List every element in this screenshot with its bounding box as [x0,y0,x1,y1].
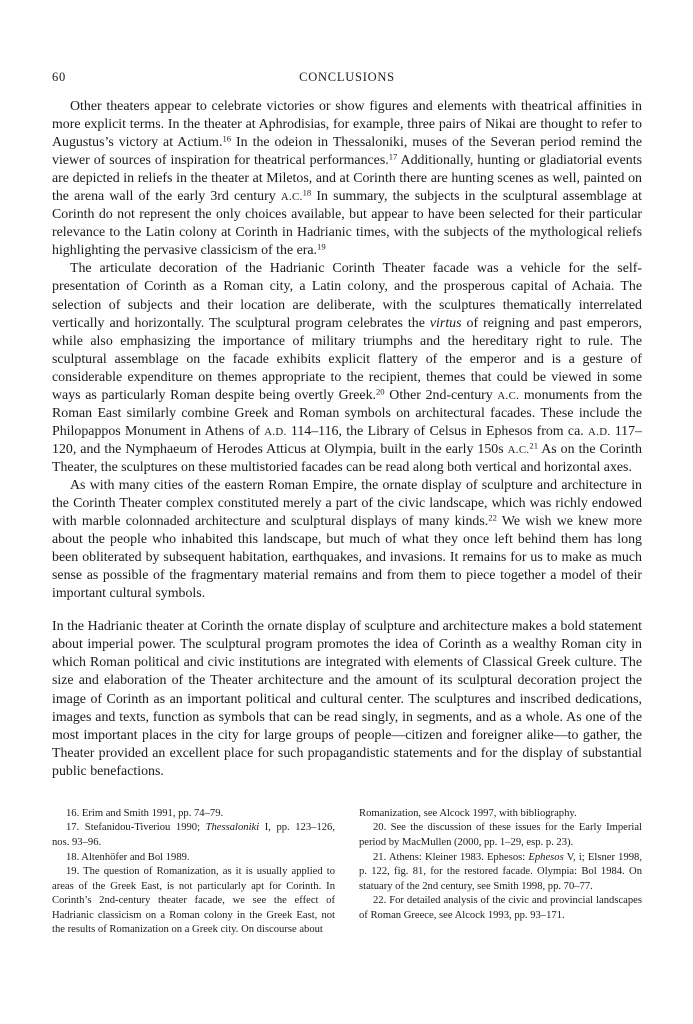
footnote-22 [359,894,642,923]
footnote-ref: 20 [376,386,385,397]
footnote-ref: 21 [529,440,539,451]
text-run: Additionally, hunting or gladiatorial events are depicted in reliefs in the theater at Miletos, and at Corinth there are hunting scenes as well, painted on the arena wall of the early 3rd century [52,153,642,205]
footnotes-left-column [52,807,335,938]
text-run: 17. Stefanidou-Tiveriou 1990; [66,822,206,834]
text-run: V, i; Elsner 1998, p. 122, fig. 81, for the restored facade. Olympia: Bol 1984. On statuary of the 2nd century, see Smith 1998, pp. 70–77. [359,851,642,892]
paragraph-facade-decoration [52,260,642,477]
text-run: 18. Altenhöfer and Bol 1989. [66,851,190,863]
text-run: In the Hadrianic theater at Corinth the ornate display of sculpture and architecture makes a bold statement about imperial power. The sculptural program promotes the idea of Corinth as a wealthy Roman city in which Roman political and civic institutions are integrated with elements of Classical Greek culture. The size and elaboration of the Theater architecture and the amount of its sculptural decoration project the image of Corinth as an important political and cultural center. The sculptures and inscribed dedications, images and texts, function as symbols that can be read singly, in segments, and as a whole. As one of the most important places in the city for large groups of people—citizen and foreigner alike—to gather, the Theater provided an excellent place for such propagandistic statements and for the display of substantial public benefactions. [52,619,642,779]
text-run: 19. The question of Romanization, as it is usually applied to areas of the Greek East, is not particularly apt for Corinth. In Corinth’s 2nd-century theater facade, we see the effect of Hadrianic classicism on a Roman colony in the Greek East, not the results of Romanization on a Greek city. On discourse about [52,866,335,936]
footnote-18 [52,851,335,866]
page [52,70,642,938]
page-number: 60 [52,70,66,84]
text-run: In summary, the subjects in the sculptural assemblage at Corinth do not represent the only choices available, but appear to have been selected for their particular relevance to the Latin colony at Corinth in Hadrianic times, with the subjects of the mythological reliefs highlighting the pervasive classicism of the era. [52,189,643,259]
running-title: CONCLUSIONS [299,70,395,84]
text-run: 117–120, and the Nymphaeum of Herodes Atticus at Olympia, built in the early 150s [52,423,642,457]
text-run: As on the Corinth Theater, the sculptures on these multistoried facades can be read along both vertical and horizontal axes. [52,441,642,475]
text-run: 114–116, the Library of Celsus in Ephesos from ca. [286,423,589,439]
text-run: monuments from the Roman East similarly combine Greek and Roman symbols on architectural facades. These include the Philopappos Monument in Athens of [52,387,643,439]
paragraph-civic-landscape [52,477,642,603]
text-run: Other 2nd-century [384,387,498,403]
text-run: Romanization, see Alcock 1997, with bibliography. [359,807,577,819]
footnote-16 [52,807,335,822]
footnotes [52,807,642,938]
footnote-19 [52,865,335,938]
text-run: of reigning and past emperors, while also emphasizing the importance of military triumphs and the hereditary right to rule. The sculptural assemblage on the facade exhibits explicit flattery of the emperor and is a gesture of considerable expenditure on themes appropriate to the recipient, themes that could be viewed in some ways as particularly Roman despite being overtly Greek. [52,315,642,403]
paragraph-theater-themes [52,98,642,260]
era-abbreviation: A.D. [588,425,611,438]
body-text [52,98,642,781]
footnote-17 [52,821,335,850]
footnote-20 [359,821,642,850]
footnote-ref: 18 [302,187,312,198]
footnote-ref: 16 [222,133,232,144]
text-run: 22. For detailed analysis of the civic and provincial landscapes of Roman Greece, see Alcock 1993, pp. 93–171. [359,895,642,921]
footnote-ref: 17 [388,151,398,162]
text-run: 21. Athens: Kleiner 1983. Ephesos: [373,851,529,863]
footnotes-right-column [359,807,642,938]
era-abbreviation: A.C. [280,191,303,204]
text-run: We wish we knew more about the people who inhabited this landscape, but much of what they once left behind them has long been obliterated by subsequent habitation, earthquakes, and invasions. It remains for us to make as much sense as possible of the fragmentary material remains and from them to piece together a model of their important cultural symbols. [52,514,642,602]
text-run: In the odeion in Thessaloniki, muses of the Severan period remind the viewer of sources of inspiration for theatrical performances. [52,135,642,169]
footnote-ref: 19 [317,241,326,252]
running-head [52,70,642,90]
text-run: I, pp. 123–126, nos. 93–96. [52,822,335,848]
text-run: 20. See the discussion of these issues for the Early Imperial period by MacMullen (2000, pp. 1–29, esp. p. 23). [359,822,642,848]
footnote-19-continued [359,807,642,822]
era-abbreviation: A.C. [507,443,530,456]
text-run: As with many cities of the eastern Roman Empire, the ornate display of sculpture and architecture in the Corinth Theater complex constituted merely a part of the civic landscape, which was richly endowed with marble colonnaded architecture and sculptural displays of many kinds. [52,477,642,530]
era-abbreviation: A.C. [497,389,520,402]
footnote-ref: 22 [488,512,497,523]
italic-text: Ephesos [528,851,564,863]
italic-text: virtus [429,315,462,331]
italic-text: Thessaloniki [205,822,260,834]
era-abbreviation: A.D. [264,425,287,438]
footnote-21 [359,851,642,895]
text-run: Other theaters appear to celebrate victories or show figures and elements with theatrical affinities in more explicit terms. In the theater at Aphrodisias, for example, three pairs of Nikai are thought to refer to Augustus’s victory at Actium. [52,99,642,151]
text-run: The articulate decoration of the Hadrianic Corinth Theater facade was a vehicle for the self-presentation of Corinth as a Roman city, a Latin colony, and the prosperous capital of Achaia. The selection of subjects and their location are deliberate, with the sculptures thematically interrelated vertically and horizontally. The sculptural program celebrates the [52,261,642,331]
paragraph-conclusion [52,618,642,780]
text-run: 16. Erim and Smith 1991, pp. 74–79. [66,807,224,819]
